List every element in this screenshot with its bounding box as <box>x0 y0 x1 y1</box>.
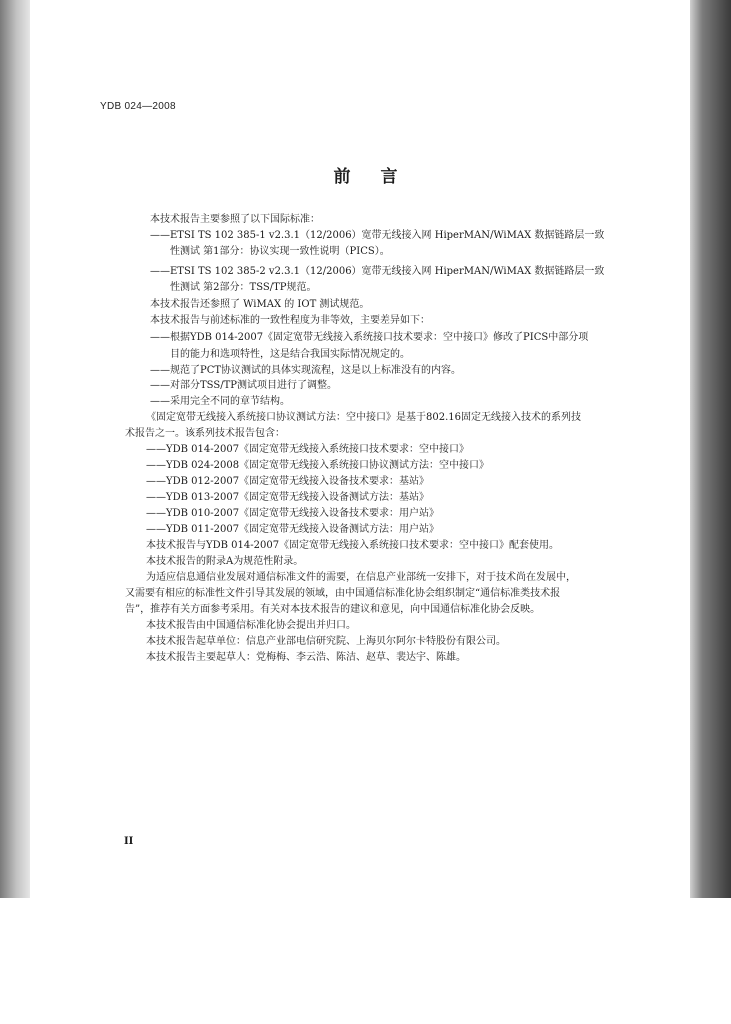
text-line: 本技术报告主要参照了以下国际标准： <box>150 214 320 225</box>
text-line: ——ETSI TS 102 385-1 v2.3.1（12/2006）宽带无线接入网 HiperMAN/WiMAX 数据链路层一致 <box>150 230 605 241</box>
text-line: 《固定宽带无线接入系统接口协议测试方法：空中接口》是基于802.16固定无线接入技术的系列技 <box>146 412 581 423</box>
text-line: 本技术报告的附录A为规范性附录。 <box>146 556 304 567</box>
text-line: ——YDB 014-2007《固定宽带无线接入系统接口技术要求：空中接口》 <box>146 444 470 455</box>
text-line: ——YDB 011-2007《固定宽带无线接入设备测试方法：用户站》 <box>146 524 440 535</box>
page-number: II <box>124 836 134 847</box>
text-line: ——根据YDB 014-2007《固定宽带无线接入系统接口技术要求：空中接口》修改了PICS中部分项 <box>150 332 589 343</box>
text-line: 性测试 第1部分：协议实现一致性说明（PICS）。 <box>170 246 390 257</box>
text-line: ——YDB 010-2007《固定宽带无线接入设备技术要求：用户站》 <box>146 508 440 519</box>
scan-left-edge <box>0 0 30 898</box>
text-line: ——规范了PCT协议测试的具体实现流程，这是以上标准没有的内容。 <box>150 365 462 376</box>
text-line: ——对部分TSS/TP测试项目进行了调整。 <box>150 380 337 391</box>
text-line: 告”，推荐有关方面参考采用。有关对本技术报告的建议和意见，向中国通信标准化协会反映。 <box>125 604 541 615</box>
text-line: ——YDB 013-2007《固定宽带无线接入设备测试方法：基站》 <box>146 492 430 503</box>
text-line: 本技术报告主要起草人：党梅梅、李云浩、陈洁、赵草、裴达宇、陈雄。 <box>146 652 466 663</box>
text-line: 目的能力和选项特性，这是结合我国实际情况规定的。 <box>170 349 410 360</box>
standard-code: YDB 024—2008 <box>100 101 176 112</box>
page-title: 前言 <box>333 167 428 187</box>
text-line: 本技术报告由中国通信标准化协会提出并归口。 <box>146 620 356 631</box>
text-line: 又需要有相应的标准性文件引导其发展的领域，由中国通信标准化协会组织制定“通信标准类技术报 <box>125 588 561 599</box>
text-line: 本技术报告与前述标准的一致性程度为非等效，主要差异如下： <box>150 315 430 326</box>
text-line: ——YDB 024-2008《固定宽带无线接入系统接口协议测试方法：空中接口》 <box>146 460 490 471</box>
text-line: 本技术报告还参照了 WiMAX 的 IOT 测试规范。 <box>150 299 370 310</box>
text-line: 本技术报告起草单位：信息产业部电信研究院、上海贝尔阿尔卡特股份有限公司。 <box>146 636 506 647</box>
text-line: 本技术报告与YDB 014-2007《固定宽带无线接入系统接口技术要求：空中接口》配套使用。 <box>146 540 560 551</box>
text-line: ——YDB 012-2007《固定宽带无线接入设备技术要求：基站》 <box>146 476 430 487</box>
text-line: 为适应信息通信业发展对通信标准文件的需要，在信息产业部统一安排下，对于技术尚在发展中， <box>146 572 576 583</box>
text-line: 性测试 第2部分：TSS/TP规范。 <box>170 282 317 293</box>
text-line: ——ETSI TS 102 385-2 v2.3.1（12/2006）宽带无线接入网 HiperMAN/WiMAX 数据链路层一致 <box>150 266 605 277</box>
scan-right-edge <box>690 0 731 898</box>
text-line: 术报告之一。该系列技术报告包含： <box>125 428 285 439</box>
text-line: ——采用完全不同的章节结构。 <box>150 396 290 407</box>
